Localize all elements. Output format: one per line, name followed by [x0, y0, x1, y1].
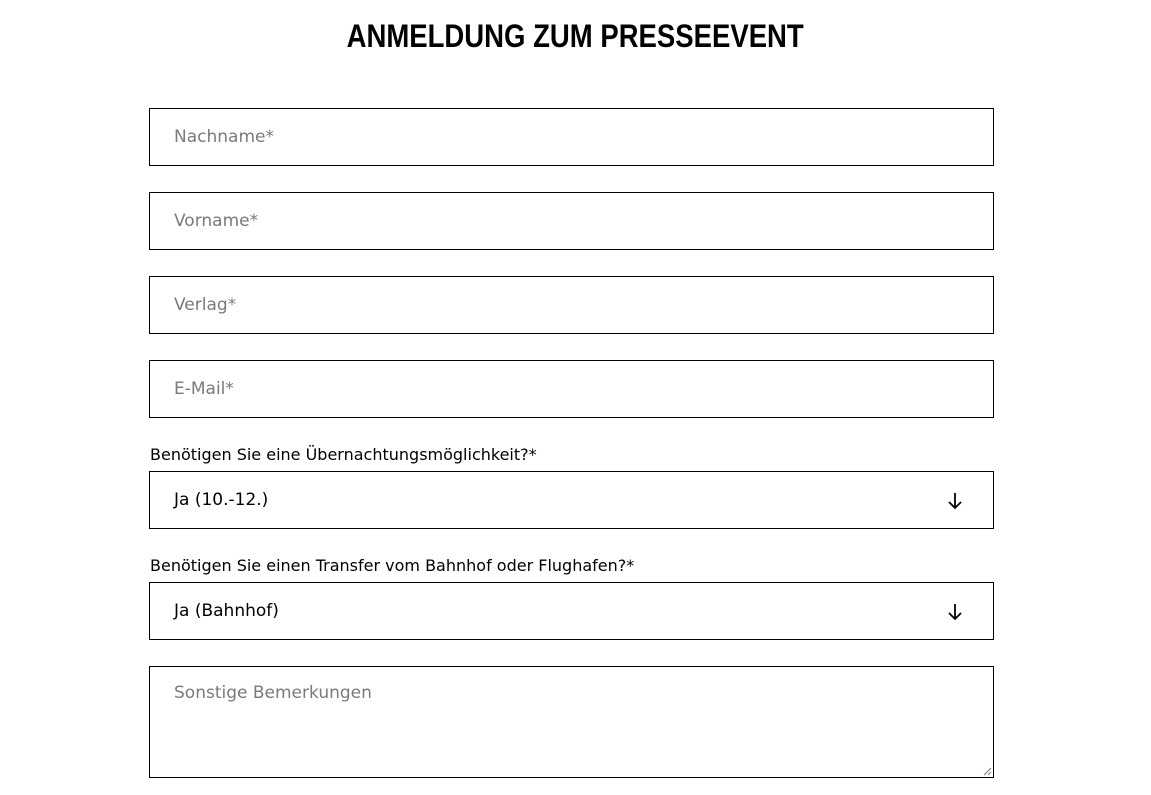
transfer-select[interactable]: [149, 582, 994, 640]
firstname-field[interactable]: [149, 192, 994, 250]
remarks-field[interactable]: [149, 666, 994, 778]
overnight-selected-value: Ja (10.-12.): [174, 490, 269, 510]
publisher-input[interactable]: [150, 277, 993, 333]
arrow-down-icon: [947, 602, 963, 622]
page-title: ANMELDUNG ZUM PRESSEEVENT: [346, 18, 804, 54]
overnight-label: Benötigen Sie eine Übernachtungsmöglichkeit?*: [150, 445, 537, 464]
arrow-down-icon: [947, 491, 963, 511]
lastname-input[interactable]: [150, 109, 993, 165]
lastname-field[interactable]: [149, 108, 994, 166]
email-input[interactable]: [150, 361, 993, 417]
firstname-input[interactable]: [150, 193, 993, 249]
overnight-select[interactable]: [149, 471, 994, 529]
transfer-label: Benötigen Sie einen Transfer vom Bahnhof oder Flughafen?*: [150, 556, 635, 575]
resize-grip-icon[interactable]: [982, 766, 992, 776]
remarks-textarea[interactable]: [150, 667, 993, 777]
email-field[interactable]: [149, 360, 994, 418]
publisher-field[interactable]: [149, 276, 994, 334]
transfer-selected-value: Ja (Bahnhof): [174, 601, 279, 621]
